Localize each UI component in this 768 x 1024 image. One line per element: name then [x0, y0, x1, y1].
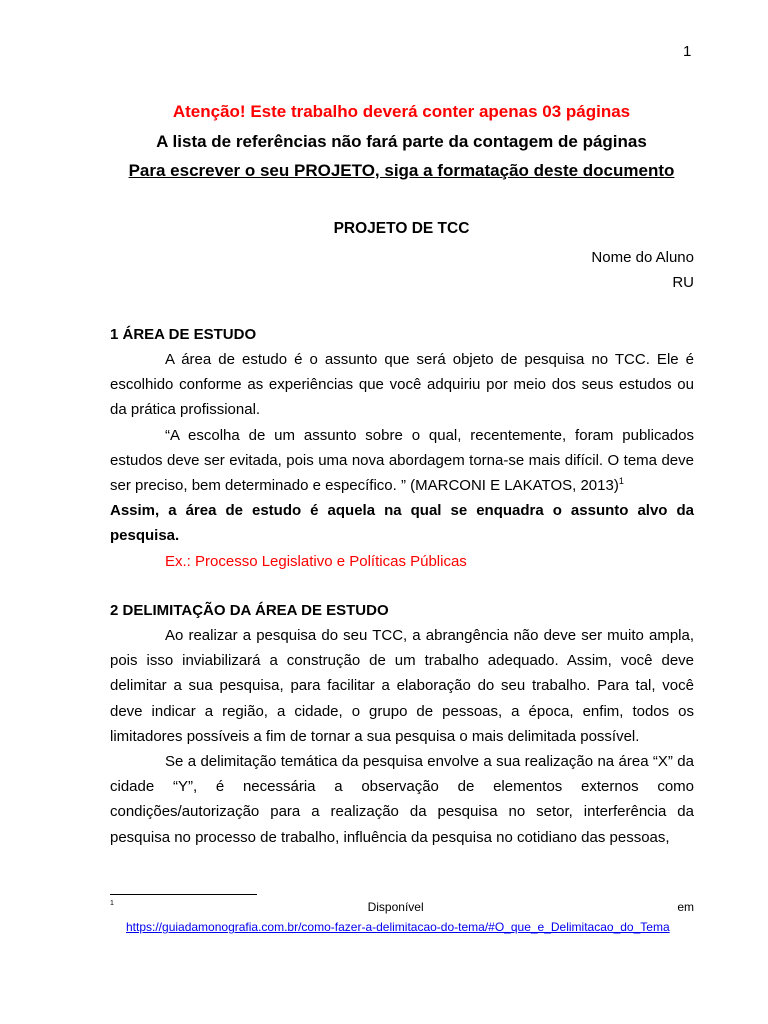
footnote-separator: [110, 894, 257, 895]
student-name: Nome do Aluno: [591, 249, 694, 266]
quote-paragraph: [110, 423, 694, 499]
footnote-reference[interactable]: 1: [618, 476, 624, 487]
example-text: Ex.: Processo Legislativo e Políticas Públicas: [165, 552, 467, 570]
paragraph: Ao realizar a pesquisa do seu TCC, a abrangência não deve ser muito ampla, pois isso inviabilizará a construção de um trabalho adequado. Assim, você deve delimitar a sua pesquisa, para facilitar a elaboração do seu trabalho. Para tal, você deve indicar a região, a cidade, o grupo de pessoas, a época, enfim, todos os limitadores possíveis a fim de tornar a sua pesquisa o mais delimitada possível.: [110, 627, 694, 745]
footnote-em: em: [677, 900, 694, 914]
footnote-label: Disponível: [367, 900, 424, 914]
section-delimitacao: [110, 598, 694, 850]
document-title: PROJETO DE TCC: [333, 220, 470, 237]
section-title: 1 ÁREA DE ESTUDO: [110, 326, 257, 343]
paragraph: A área de estudo é o assunto que será objeto de pesquisa no TCC. Ele é escolhido conforme as experiências que você adquiriu por meio dos seus estudos ou da prática profissional.: [110, 351, 694, 419]
section-title: 2 DELIMITAÇÃO DA ÁREA DE ESTUDO: [110, 602, 389, 619]
references-note-heading: A lista de referências não fará parte da contagem de páginas: [156, 132, 647, 151]
section-area-de-estudo: [110, 322, 694, 574]
bold-statement: Assim, a área de estudo é aquela na qual se enquadra o assunto alvo da pesquisa.: [110, 502, 694, 545]
footnote: [110, 897, 694, 937]
instruction-heading: Para escrever o seu PROJETO, siga a formatação deste documento: [128, 161, 675, 180]
page-number: 1: [683, 43, 692, 60]
warning-heading: Atenção! Este trabalho deverá conter apenas 03 páginas: [172, 102, 631, 121]
quote-text: “A escolha de um assunto sobre o qual, recentemente, foram publicados estudos deve ser evitada, pois uma nova abordagem torna-se mais difícil. O tema deve ser preciso, bem determinado e específico. ” (MARCONI E LAKATOS, 2013): [110, 426, 694, 495]
paragraph: Se a delimitação temática da pesquisa envolve a sua realização na área “X” da cidade “Y”, é necessária a observação de elementos externos como condições/autorização para a realização da pesquisa no setor, interferência da pesquisa no processo de trabalho, influência da pesquisa no cotidiano das pessoas,: [110, 753, 694, 846]
footnote-number: 1: [110, 900, 114, 907]
student-ru: RU: [672, 274, 694, 291]
footnote-link[interactable]: https://guiadamonografia.com.br/como-fazer-a-delimitacao-do-tema/#O_que_e_Delimitacao_do_Tema: [126, 920, 670, 934]
